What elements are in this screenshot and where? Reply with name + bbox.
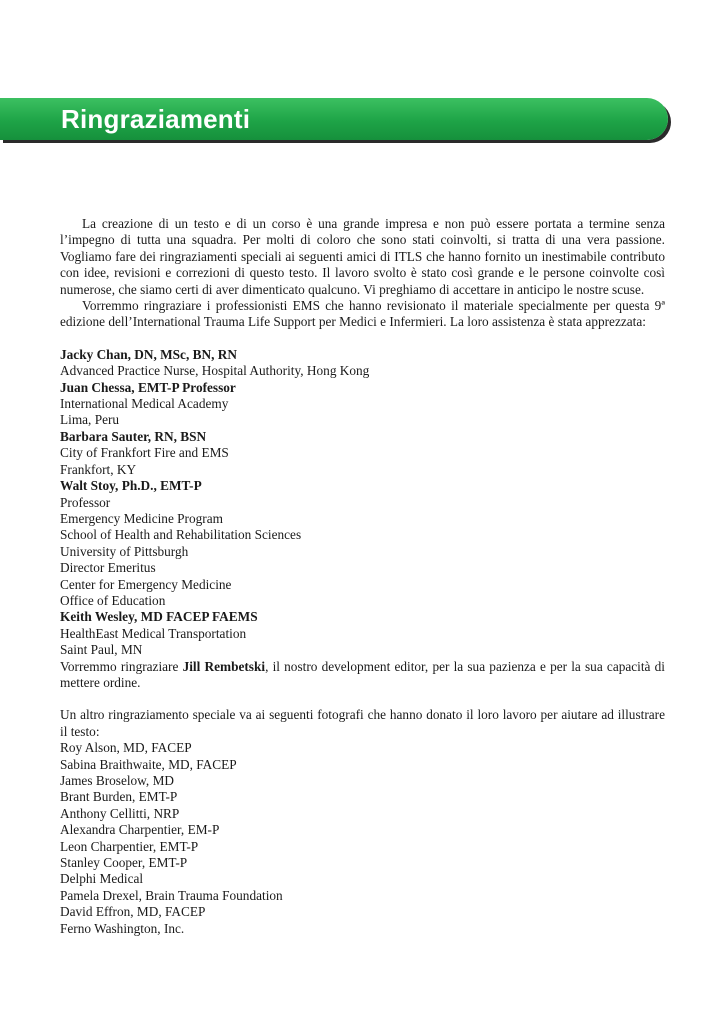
reviewer-affiliation: Frankfort, KY	[60, 461, 137, 477]
reviewer-affiliation: Office of Education	[60, 592, 166, 608]
photographer-item: Ferno Washington, Inc.	[60, 920, 185, 936]
page-body	[60, 216, 665, 937]
spacer	[60, 331, 665, 347]
reviewer-affiliation: HealthEast Medical Transportation	[60, 625, 247, 641]
reviewer-affiliation: International Medical Academy	[60, 396, 229, 412]
reviewer-affiliation: Saint Paul, MN	[60, 642, 143, 658]
reviewer-affiliation: Director Emeritus	[60, 560, 156, 576]
photographer-item: Stanley Cooper, EMT-P	[60, 855, 188, 871]
photographer-item: Sabina Braithwaite, MD, FACEP	[60, 756, 237, 772]
photographer-item: Pamela Drexel, Brain Trauma Foundation	[60, 887, 283, 903]
editor-thanks-paragraph	[60, 659, 665, 692]
photographer-item: Delphi Medical	[60, 871, 144, 887]
photographer-list	[60, 740, 665, 937]
editor-name: Jill Rembetski	[182, 658, 266, 674]
reviewer-affiliation: City of Frankfort Fire and EMS	[60, 445, 229, 461]
reviewer-affiliation: Advanced Practice Nurse, Hospital Authority, Hong Kong	[60, 363, 370, 379]
photographer-item: David Effron, MD, FACEP	[60, 904, 206, 920]
photographer-item: Anthony Cellitti, NRP	[60, 805, 180, 821]
reviewer-name: Barbara Sauter, RN, BSN	[60, 428, 207, 444]
editor-thanks-rest: , il nostro development editor, per la sua pazienza e per la sua capacità di mettere ordine.	[60, 658, 665, 690]
editor-thanks-lead: Vorremmo ringraziare	[60, 658, 183, 674]
photographer-item: Leon Charpentier, EMT-P	[60, 838, 199, 854]
photographer-item: Brant Burden, EMT-P	[60, 789, 178, 805]
reviewer-affiliation: Lima, Peru	[60, 412, 120, 428]
reviewers-intro-paragraph: Vorremmo ringraziare i professionisti EMS che hanno revisionato il materiale specialmente per questa 9ª edizione dell’International Trauma Life Support per Medici e Infermieri. La loro assistenza è stata apprezzata:	[60, 298, 665, 330]
reviewer-name: Juan Chessa, EMT-P Professor	[60, 379, 236, 395]
photographers-intro-paragraph: Un altro ringraziamento speciale va ai seguenti fotografi che hanno donato il loro lavoro per aiutare ad illustrare il testo:	[60, 707, 665, 739]
reviewer-list	[60, 347, 665, 659]
reviewer-affiliation: Center for Emergency Medicine	[60, 576, 232, 592]
spacer	[60, 691, 665, 707]
reviewer-name: Walt Stoy, Ph.D., EMT-P	[60, 478, 202, 494]
photographer-item: James Broselow, MD	[60, 773, 174, 788]
reviewer-affiliation: Professor	[60, 494, 111, 510]
photographer-item: Roy Alson, MD, FACEP	[60, 740, 192, 756]
reviewer-name: Keith Wesley, MD FACEP FAEMS	[60, 609, 258, 625]
reviewer-affiliation: University of Pittsburgh	[60, 543, 189, 559]
photographer-item: Alexandra Charpentier, EM-P	[60, 822, 220, 838]
reviewer-name: Jacky Chan, DN, MSc, BN, RN	[60, 346, 237, 362]
page-title: Ringraziamenti	[61, 104, 251, 134]
intro-paragraph: La creazione di un testo e di un corso è una grande impresa e non può essere portata a termine senza l’impegno di tutta una squadra. Per molti di coloro che sono stati coinvolti, si tratta di una vera passione. Vogliamo fare dei ringraziamenti speciali ai seguenti amici di ITLS che hanno fornito un inestimabile contributo con idee, revisioni e correzioni di questo testo. Il lavoro svolto è stato così grande e le persone coinvolte così numerose, che siamo certi di aver dimenticato qualcuno. Vi preghiamo di accettare in anticipo le nostre scuse.	[60, 216, 665, 297]
reviewer-affiliation: Emergency Medicine Program	[60, 510, 223, 526]
reviewer-affiliation: School of Health and Rehabilitation Sciences	[60, 527, 302, 543]
